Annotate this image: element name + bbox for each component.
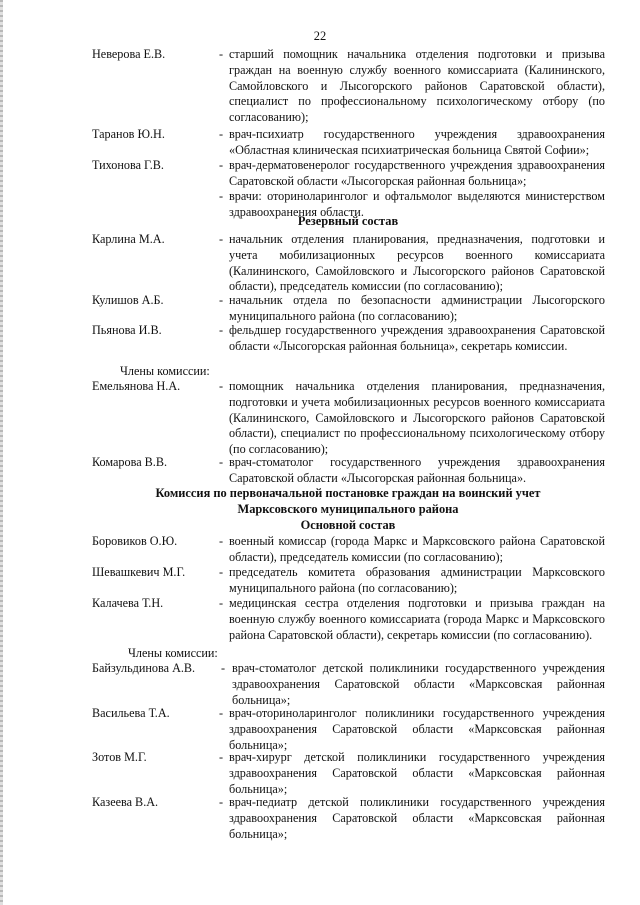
entry-name: Комарова В.В. xyxy=(92,455,168,469)
entry-name: Пьянова И.В. xyxy=(92,323,162,337)
entry-name: Шевашкевич М.Г. xyxy=(92,565,186,579)
entry-description: фельдшер государственного учреждения здравоохранения Саратовской области «Лысогорская районная больница», секретарь комиссии. xyxy=(229,323,605,353)
entry-description: врач-оториноларинголог поликлиники государственного учреждения здравоохранения Саратовской области «Марксовская районная больница»; xyxy=(229,706,605,752)
entry-dash: - xyxy=(219,189,224,203)
entry-name: Боровиков О.Ю. xyxy=(92,534,178,548)
entry-description: военный комиссар (города Маркс и Марксовского района Саратовской области), председатель комиссии (по согласованию); xyxy=(229,534,605,564)
entry-name: Васильева Т.А. xyxy=(92,706,170,720)
members-label: Члены комиссии: xyxy=(120,364,210,378)
entry-name: Байзульдинова А.В. xyxy=(92,661,196,675)
entry-description: врачи: оториноларинголог и офтальмолог выделяются министерством здравоохранения области. xyxy=(229,189,605,219)
entry-dash: - xyxy=(219,47,224,61)
entry-dash: - xyxy=(219,706,224,720)
entry-dash: - xyxy=(219,379,224,393)
entry-dash: - xyxy=(219,795,224,809)
reserve-heading: Резервный состав xyxy=(297,214,399,228)
entry-dash: - xyxy=(219,534,224,548)
entry-name: Зотов М.Г. xyxy=(92,750,147,764)
entry-description: помощник начальника отделения планирования, предназначения, подготовки и учета мобилизационных ресурсов военного комиссариата (Калининского, Самойловского и Лысогорского районов Саратовской области), специалист по профессиональному психологическому отбору (по согласованию); xyxy=(229,379,605,457)
entry-description: врач-стоматолог государственного учреждения здравоохранения Саратовской области «Лысогорская районная больница». xyxy=(229,455,605,485)
entry-description: врач-дерматовенеролог государственного учреждения здравоохранения Саратовской области «Лысогорская районная больница»; xyxy=(229,158,605,188)
entry-description: начальник отдела по безопасности администрации Лысогорского муниципального района (по согласованию); xyxy=(229,293,605,323)
entry-dash: - xyxy=(219,455,224,469)
entry-dash: - xyxy=(219,293,224,307)
entry-dash: - xyxy=(219,750,224,764)
entry-dash: - xyxy=(219,323,224,337)
entry-dash: - xyxy=(221,661,226,675)
entry-name: Таранов Ю.Н. xyxy=(92,127,165,141)
entry-description: врач-психиатр государственного учреждения здравоохранения «Областная клиническая психиатрическая больница Святой Софии»; xyxy=(229,127,605,157)
entry-name: Казеева В.А. xyxy=(92,795,159,809)
entry-name: Неверова Е.В. xyxy=(92,47,166,61)
scan-edge-artifact xyxy=(0,0,3,905)
entry-dash: - xyxy=(219,158,224,172)
entry-dash: - xyxy=(219,565,224,579)
entry-name: Емельянова Н.А. xyxy=(92,379,181,393)
entry-name: Тихонова Г.В. xyxy=(92,158,164,172)
entry-dash: - xyxy=(219,232,224,246)
entry-description: врач-стоматолог детской поликлиники государственного учреждения здравоохранения Саратовской области «Марксовская районная больница»; xyxy=(232,661,605,707)
entry-name: Карлина М.А. xyxy=(92,232,165,246)
entry-name: Кулишов А.Б. xyxy=(92,293,164,307)
entry-description: начальник отделения планирования, предназначения, подготовки и учета мобилизационных ресурсов военного комиссариата (Калининского, Самойловского и Лысогорского районов Саратовской области), председатель комиссии (по согласованию); xyxy=(229,232,605,294)
commission-heading-line-2: Марксовского муниципального района xyxy=(237,502,459,516)
entry-description: врач-хирург детской поликлиники государственного учреждения здравоохранения Саратовской области «Марксовская районная больница»; xyxy=(229,750,605,796)
entry-description: медицинская сестра отделения подготовки и призыва граждан на военную службу военного комиссариата (города Маркс и Марксовского района Саратовской области), секретарь комиссии (по согласованию). xyxy=(229,596,605,642)
entry-description: председатель комитета образования администрации Марксовского муниципального района (по согласованию); xyxy=(229,565,605,595)
entry-description: старший помощник начальника отделения подготовки и призыва граждан на военную службу военного комиссариата (Калининского, Самойловского и Лысогорского районов Саратовской области), специалист по профессиональному психологическому отбору (по согласованию); xyxy=(229,47,605,125)
page-number: 22 xyxy=(313,29,327,43)
entry-dash: - xyxy=(219,127,224,141)
entry-dash: - xyxy=(219,596,224,610)
members-label: Члены комиссии: xyxy=(128,646,218,660)
entry-description: врач-педиатр детской поликлиники государственного учреждения здравоохранения Саратовской области «Марксовская районная больница»; xyxy=(229,795,605,841)
commission-heading-line-1: Комиссия по первоначальной постановке граждан на воинский учет xyxy=(155,486,541,500)
main-composition-heading: Основной состав xyxy=(300,518,396,532)
entry-name: Калачева Т.Н. xyxy=(92,596,164,610)
